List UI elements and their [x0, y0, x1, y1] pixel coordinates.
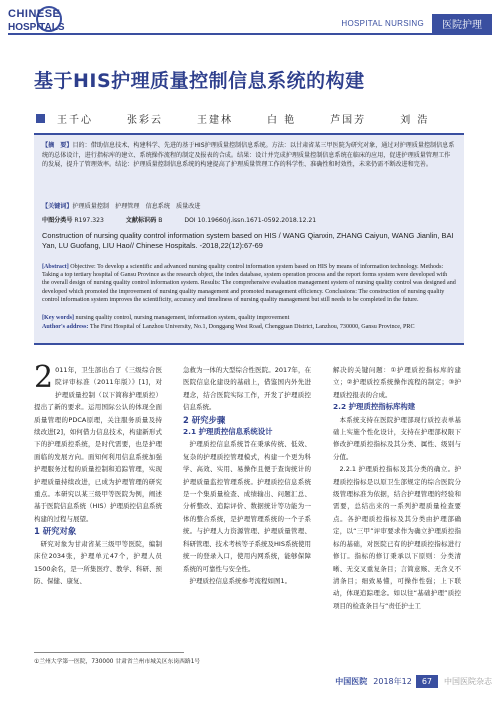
section-heading: 2 研究步骤	[183, 414, 226, 425]
intro-paragraph	[34, 360, 162, 525]
subsection-heading: 2.2 护理质控指标库构建	[333, 402, 416, 412]
body-paragraph: 本系统支持在医院护理部现行质控表单基础上实施个性化设计，支持在护理部权限下修改护理质控指标及其分类、属性、级别与分值。	[333, 415, 461, 461]
body-paragraph: 急救为一体的大型综合性医院。2017年，在医院信息化建设的基础上，借鉴国内外先进理念，结合医院实际工作，开发了护理质控信息系统。	[183, 366, 311, 412]
logo-bottom-text: HOSPITALS	[8, 22, 65, 33]
header-divider	[8, 33, 492, 35]
author-name: 白 艳	[267, 115, 297, 126]
section-heading: 1 研究对象	[34, 526, 77, 537]
keywords-text: 护理质量控制 护理管理 信息系统 质量改进	[72, 203, 201, 210]
page-footer	[335, 675, 492, 688]
author-list	[36, 111, 476, 126]
article-title: 基于HIS护理质量控制信息系统的构建	[34, 70, 365, 92]
english-title: Construction of nursing quality control information system based on HIS / WANG Qianxin, ZHANG Caiyun, WANG Jianlin, BAI Yan, LU Guofang, LIU Hao// Chinese Hospitals. -2018,22(12):67-69	[42, 231, 454, 250]
keywords-label: 【关键词】	[42, 203, 73, 210]
english-keywords	[42, 315, 456, 321]
author-marker-icon	[36, 114, 45, 123]
doc-code-value: B	[158, 217, 163, 224]
body-column-3	[333, 364, 461, 612]
section-label-en: HOSPITAL NURSING	[341, 19, 424, 28]
english-abstract	[42, 263, 456, 304]
intro-text: 011年，卫生部出台了《三级综合医院评审标准（2011年版）》[1]，对护理质量控制（以下简称护理质控）提出了新的要求。运用国际公认的体现全面质量管理的PDCA原理，关注服务质量及持续改进[2]，如何借力信息技术，构建新形式下的护理质控系统，是时代需要，也是护理面临的发展方向。面知何利用信息系统加强护理服务过程的质量控制和追踪管理，实现护理质量持续改进，已成为护理管理的研究重点。本研究以某三级甲等医院为例，阐述基于医院信息系统（HIS）护理质控信息系统构建的过程与展望。	[34, 366, 162, 523]
english-keywords-text: nursing quality control, nursing management, information system, quality improvement	[75, 315, 290, 321]
logo-top-text: CHINESE	[8, 8, 61, 20]
drop-cap: 2	[34, 360, 54, 395]
english-keywords-label: [Key words]	[42, 315, 74, 321]
keywords-cn	[42, 201, 456, 210]
author-address	[42, 323, 456, 331]
body-paragraph: 解决的关键问题：①护理质控指标库的建立；②护理质控系统操作流程的制定；③护理质控报表的合成。	[333, 366, 461, 399]
body-paragraph: 护理质控信息系统旨在秉承传统、低效、复杂的护理质控管理模式，构建一个更为科学、高效、实用、易操作且便于查询统计的护理质量监控管理系统。护理质控信息系统是一个集质量检查、成绩输出、问题汇总、分析整改、追踪评价、数据统计等功能为一体的整合系统，是护理管理系统的一个子系统。与护理人力资源管理、护理质量管理、科研管理、技术考核等子系统及HIS系统使用统一的登录入口，使用内网系统，能够保障系统的可靠性与安全性。	[183, 440, 311, 573]
english-abstract-label: [Abstract]	[42, 264, 69, 270]
abstract-text: 目的：借助信息技术、构建科学、先进的基于HIS护理质量控制信息系统。方法：以甘肃省某三甲医院为研究对象，通过对护理质量控制信息系统的总体设计，进行指标库的建立、系统操作流程的制定及报表的合成。结果：设计并完成护理质量控制信息系统在临床的应用，促进护理质量管理工作的发展，提升了管理效率。结论：护理质量控制信息系统的构建提高了护理质量管理工作的科学性、准确性和时效性，未来仍需不断改进和完善。	[42, 142, 455, 169]
footer-journal: 中国医院杂志	[444, 677, 492, 686]
english-abstract-text: Objective: To develop a scientific and advanced nursing quality control information system based on HIS by means of information technology. Methods: Taking a top tertiary hospital of Gansu Province as the research object, the index database, system operation process and the report forms system were developed with the overall design of nursing quality control information system. Results: The comprehensive evaluation management system of nursing quality control was designed and developed which promoted the improvement of nursing quality management and promoted management efficiency. Conclusions: The construction of nursing quality control information system improves the scientificity, accuracy and timeliness of nursing quality management but still needs to be completed in the future.	[42, 264, 456, 303]
footnote: ①兰州大学第一医院，730000 甘肃省兰州市城关区东岗西路1号	[34, 659, 201, 665]
footer-date: 2018年12	[373, 677, 412, 686]
doi: DOI 10.19660/j.issn.1671-0592.2018.12.21	[184, 217, 317, 224]
subsection-heading: 2.1 护理质控信息系统设计	[183, 427, 273, 437]
page-number: 67	[416, 675, 438, 688]
abstract-box	[34, 133, 464, 345]
address-label: Author's address:	[42, 324, 89, 330]
body-paragraph: 2.2.1 护理质控指标及其分类的确立。护理质控指标是以原卫生部规定的综合医院分级管理标准为依据，结合护理管理的经验和需要，总结出来的一系列护理质量检查要点。各护理质控指标及其分类由护理部确定，以“三甲”评审要求作为确立护理质控指标的基础，对医院已有的护理质控指标进行修订。指标的修订秉承以下原则：分类清晰、无交叉重复条目；言简意赅、无含义不清条目；细致易懂，可操作性强；上下联动，体现追踪理念。如以往“基础护理”质控项目的检查条目与“责任护士工	[333, 465, 461, 610]
footnote-divider	[34, 652, 184, 653]
abstract-cn	[42, 141, 456, 170]
clc-value: R197.323	[74, 217, 104, 224]
body-column-2	[183, 364, 311, 587]
body-paragraph: 研究对象为甘肃省某三级甲等医院，编制床位2034张，护理单元47个，护理人员1500余名，是一所集医疗、教学、科研、预防、保健、康复、	[34, 539, 162, 585]
author-name: 刘 浩	[400, 115, 430, 126]
doc-code-label: 文献标识码	[125, 217, 157, 224]
author-name: 王建林	[197, 115, 233, 126]
section-header	[341, 14, 492, 33]
abstract-label: 【摘 要】	[42, 142, 73, 149]
body-paragraph: 护理质控信息系统参考流程如图1。	[189, 576, 292, 585]
clc-label: 中图分类号	[42, 217, 73, 224]
classification-meta	[42, 215, 456, 224]
author-name: 王千心	[57, 115, 93, 126]
body-column-1	[34, 360, 162, 587]
author-name: 芦国芳	[330, 115, 367, 126]
footer-brand: 中国医院	[335, 677, 368, 686]
address-text: The First Hospital of Lanzhou University, No.1, Donggang West Road, Chengguan District, Lanzhou, 730000, Gansu Province, PRC	[89, 324, 415, 330]
author-name: 张彩云	[127, 115, 163, 126]
section-label-cn: 医院护理	[432, 14, 492, 33]
